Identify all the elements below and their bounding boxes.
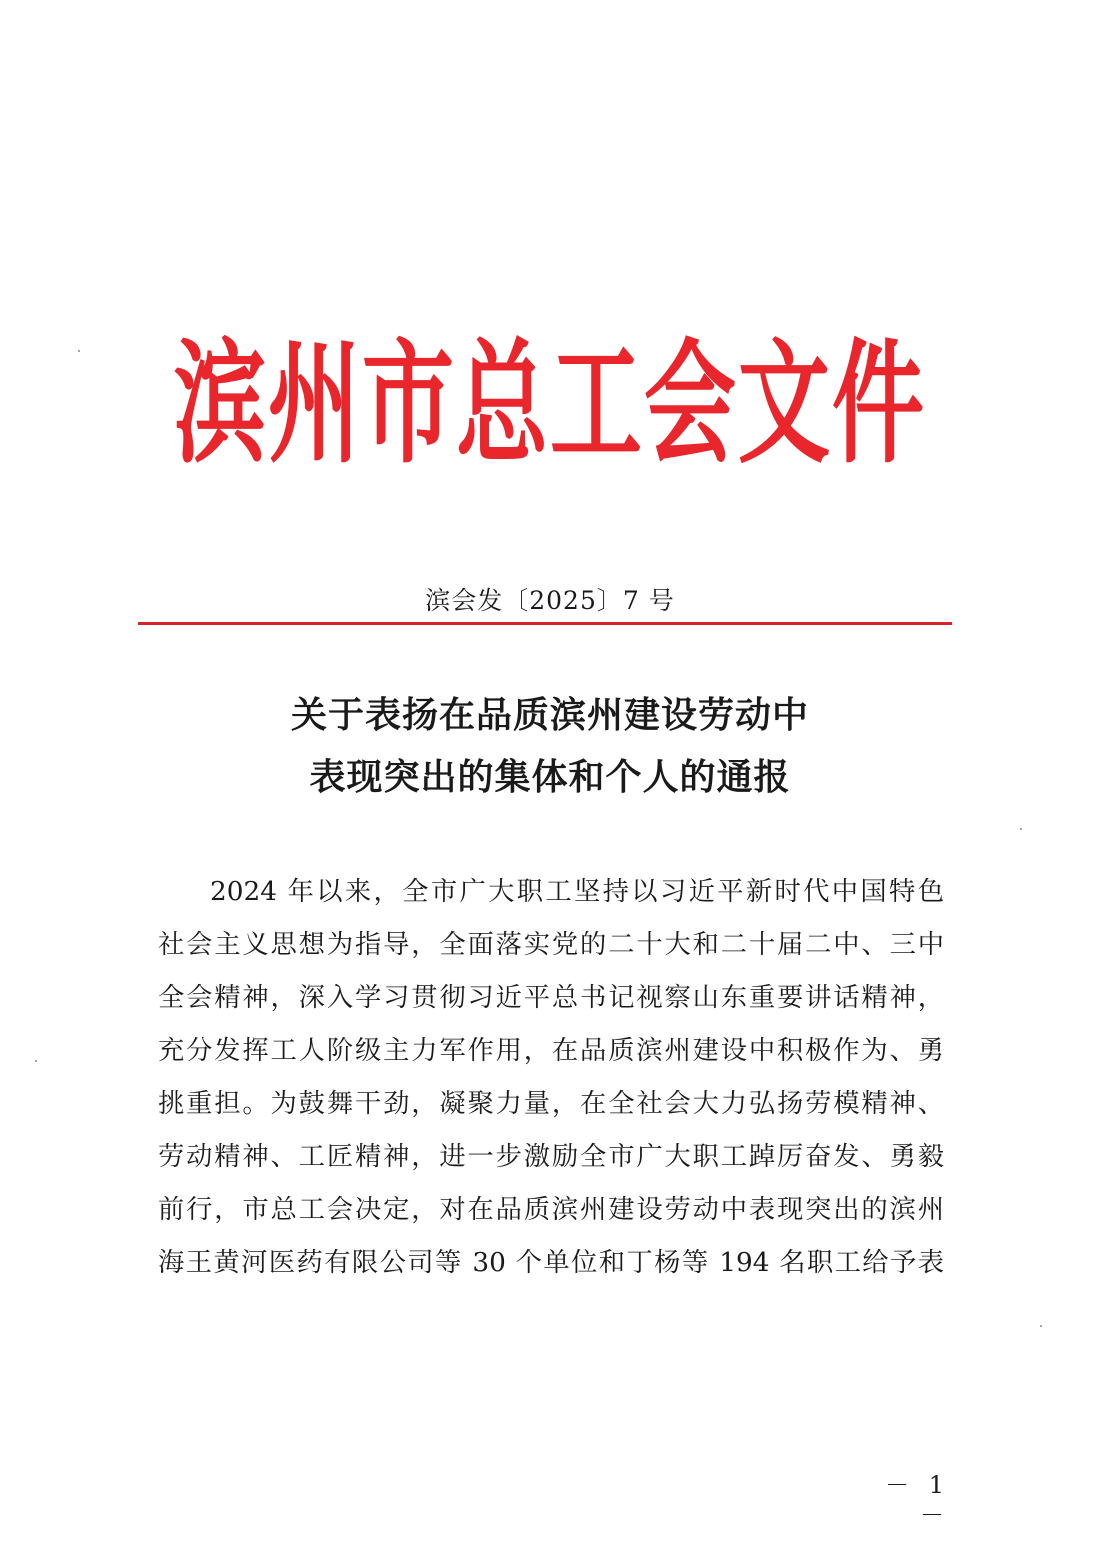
page-number: － 1 － [885,1471,950,1529]
title-line-1: 关于表扬在品质滨州建设劳动中 [290,694,809,736]
body-line: 前行，市总工会决定，对在品质滨州建设劳动中表现突出的滨州 [158,1195,944,1225]
body-line: 海王黄河医药有限公司等 30 个单位和丁杨等 194 名职工给予表 [158,1248,944,1278]
body-line: 挑重担。为鼓舞干劲，凝聚力量，在全社会大力弘扬劳模精神、 [158,1089,944,1119]
body-line: 2024 年以来，全市广大职工坚持以习近平新时代中国特色 [210,877,944,907]
body-line: 充分发挥工人阶级主力军作用，在品质滨州建设中积极作为、勇 [158,1036,944,1066]
body-line: 劳动精神、工匠精神，进一步激励全市广大职工踔厉奋发、勇毅 [158,1142,944,1172]
scan-speck [1040,1325,1042,1327]
document-number: 滨会发〔2025〕7 号 [425,586,675,615]
document-title [140,684,960,808]
red-divider-line [138,622,952,625]
body-line: 全会精神，深入学习贯彻习近平总书记视察山东重要讲话精神， [158,983,944,1013]
document-masthead: 滨州市总工会文件 [173,326,926,482]
body-paragraph [158,866,944,1290]
title-line-2: 表现突出的集体和个人的通报 [309,756,791,798]
scan-speck [78,350,80,352]
scan-speck [35,1060,37,1062]
scan-speck [1020,828,1022,830]
body-line: 社会主义思想为指导，全面落实党的二十大和二十届二中、三中 [158,930,944,960]
